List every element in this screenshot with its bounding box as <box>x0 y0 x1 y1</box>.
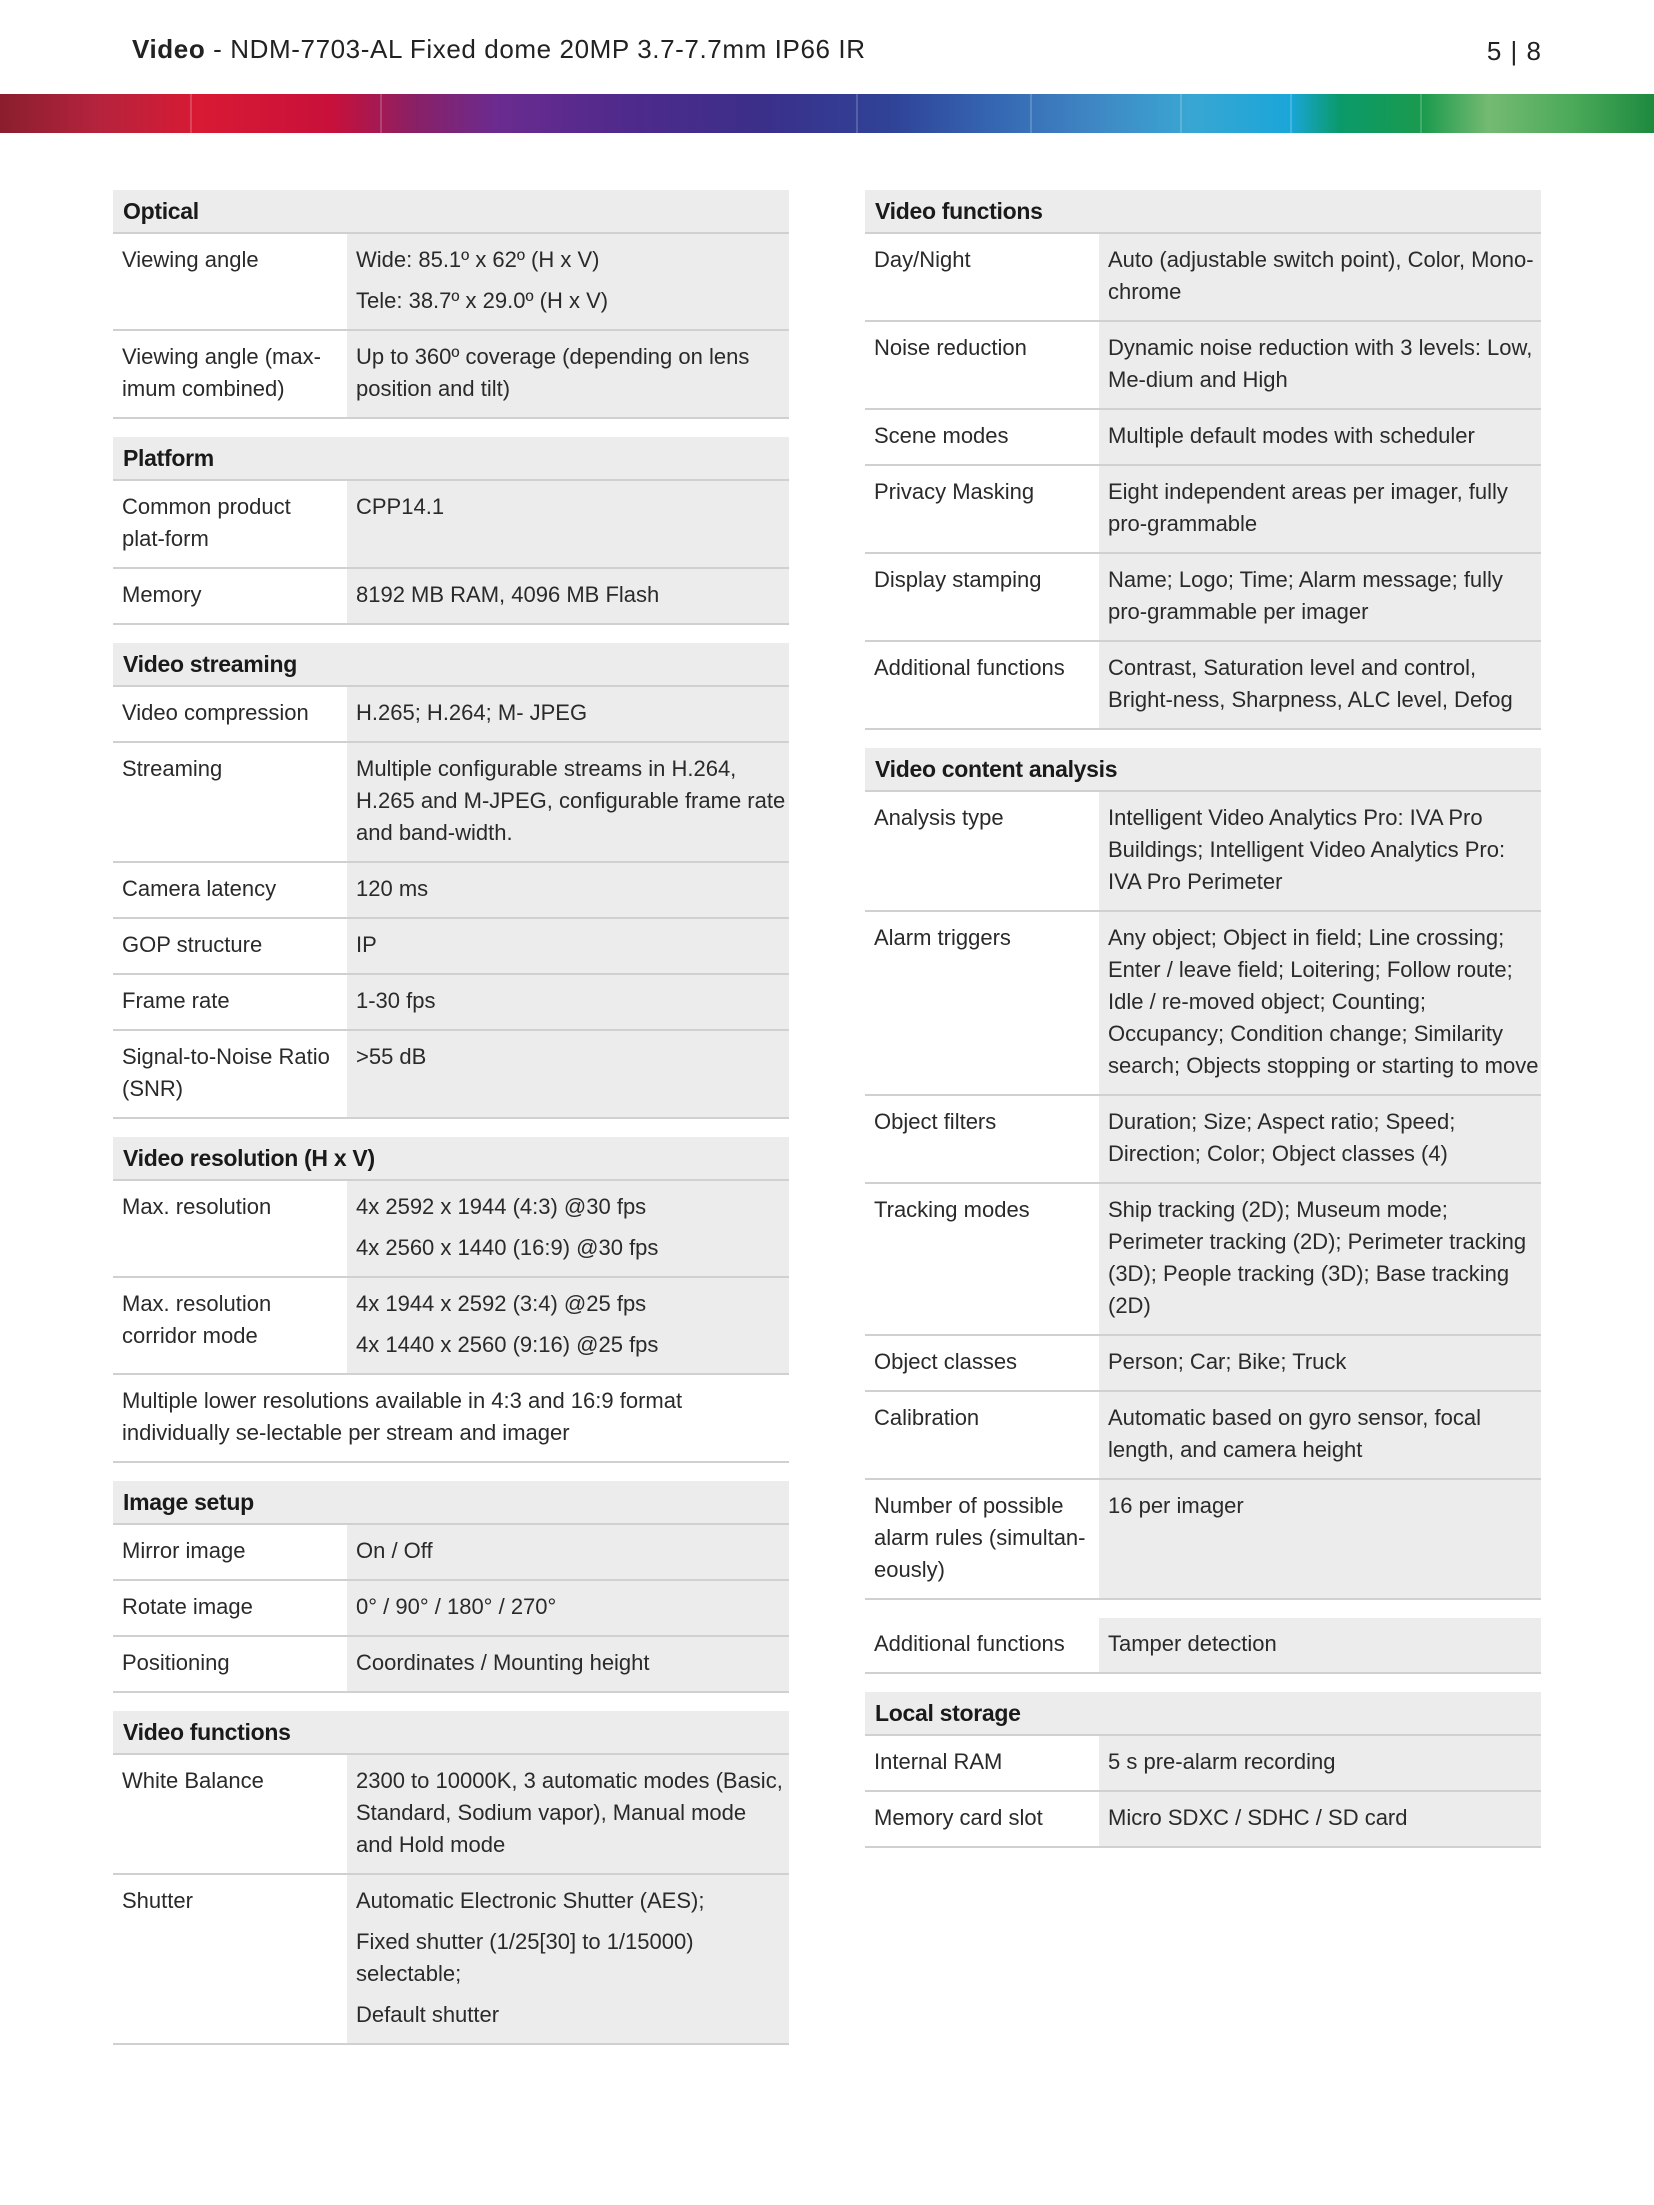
spec-section-video-functions <box>113 1711 789 2045</box>
spec-value-line: Eight independent areas per imager, fully pro-grammable <box>1108 479 1508 536</box>
spec-label: Max. resolution corridor mode <box>113 1278 347 1373</box>
spec-row <box>865 322 1541 410</box>
spec-value <box>1099 1480 1541 1598</box>
spec-row <box>865 912 1541 1096</box>
spec-value <box>347 863 789 917</box>
spec-label: Day/Night <box>865 234 1099 320</box>
spec-value <box>347 331 789 417</box>
spec-value-line: 16 per imager <box>1108 1493 1244 1518</box>
right-spec-column <box>865 190 1541 1866</box>
spec-value <box>347 1278 789 1373</box>
spec-label: Streaming <box>113 743 347 861</box>
spec-value <box>347 1875 789 2043</box>
spec-value-line: On / Off <box>356 1538 433 1563</box>
spec-label: White Balance <box>113 1755 347 1873</box>
spec-value-line: 8192 MB RAM, 4096 MB Flash <box>356 582 660 607</box>
spec-row <box>865 554 1541 642</box>
spec-value-line: Name; Logo; Time; Alarm message; fully pro-grammable per imager <box>1108 567 1503 624</box>
spec-value <box>1099 1336 1541 1390</box>
spec-row <box>113 743 789 863</box>
spec-value <box>1099 234 1541 320</box>
spec-value <box>347 481 789 567</box>
section-title: Platform <box>113 437 789 481</box>
spec-row <box>865 1480 1541 1600</box>
spec-label: Calibration <box>865 1392 1099 1478</box>
spec-row <box>113 1637 789 1693</box>
spec-row <box>113 1181 789 1278</box>
spec-value-line: Default shutter <box>356 2002 500 2027</box>
spec-value-line: 120 ms <box>356 876 429 901</box>
section-title: Video content analysis <box>865 748 1541 792</box>
spec-row <box>113 863 789 919</box>
spec-row <box>113 1525 789 1581</box>
spec-value <box>347 1181 789 1276</box>
spec-label: Analysis type <box>865 792 1099 910</box>
spec-value-line: Automatic Electronic Shutter (AES); <box>356 1888 705 1913</box>
page-number: 5 | 8 <box>1486 36 1542 66</box>
spec-label: Noise reduction <box>865 322 1099 408</box>
spec-value-line: 1-30 fps <box>356 988 436 1013</box>
spec-row <box>865 1736 1541 1792</box>
spec-value <box>1099 466 1541 552</box>
spec-value-line: Automatic based on gyro sensor, focal length, and camera height <box>1108 1405 1481 1462</box>
spec-label: Signal-to-Noise Ratio (SNR) <box>113 1031 347 1117</box>
section-title: Optical <box>113 190 789 234</box>
spec-value-line: 4x 1440 x 2560 (9:16) @25 fps <box>356 1332 659 1357</box>
spec-value <box>347 1637 789 1691</box>
spec-value <box>1099 1392 1541 1478</box>
spec-value <box>347 1581 789 1635</box>
spec-value <box>1099 322 1541 408</box>
document-title-product: - NDM-7703-AL Fixed dome 20MP 3.7-7.7mm IP66 IR <box>205 34 866 64</box>
spec-row <box>865 466 1541 554</box>
spec-value <box>347 1031 789 1117</box>
spec-label: Positioning <box>113 1637 347 1691</box>
spec-row <box>113 1581 789 1637</box>
spec-row <box>865 1184 1541 1336</box>
spec-label: Scene modes <box>865 410 1099 464</box>
spec-row <box>865 234 1541 322</box>
spec-label: Number of possible alarm rules (simultan-eously) <box>865 1480 1099 1598</box>
spec-value <box>347 975 789 1029</box>
spec-value <box>347 1755 789 1873</box>
section-note: Multiple lower resolutions available in 4:3 and 16:9 format individually se-lectable per stream and imager <box>113 1375 789 1463</box>
spec-row <box>865 1336 1541 1392</box>
spec-section-image-setup <box>113 1481 789 1693</box>
spec-value-line: 4x 2592 x 1944 (4:3) @30 fps <box>356 1194 647 1219</box>
spec-value-line: 4x 1944 x 2592 (3:4) @25 fps <box>356 1291 647 1316</box>
spec-section-untitled <box>865 1618 1541 1674</box>
spec-row <box>865 1392 1541 1480</box>
spec-value <box>347 919 789 973</box>
spec-label: Rotate image <box>113 1581 347 1635</box>
spec-value-line: Ship tracking (2D); Museum mode; Perimeter tracking (2D); Perimeter tracking (3D); People tracking (3D); Base tracking (2D) <box>1108 1197 1527 1318</box>
spec-value-line: Duration; Size; Aspect ratio; Speed; Direction; Color; Object classes (4) <box>1108 1109 1456 1166</box>
section-title: Video resolution (H x V) <box>113 1137 789 1181</box>
page-header <box>0 0 1654 94</box>
spec-value-line: 2300 to 10000K, 3 automatic modes (Basic, Standard, Sodium vapor), Manual mode and Hold mode <box>356 1768 783 1857</box>
spec-label: Object filters <box>865 1096 1099 1182</box>
spec-label: Internal RAM <box>865 1736 1099 1790</box>
spec-row <box>113 1755 789 1875</box>
spec-value <box>347 687 789 741</box>
section-title: Local storage <box>865 1692 1541 1736</box>
spec-value <box>347 234 789 329</box>
left-spec-column <box>113 190 789 2063</box>
spec-section-platform <box>113 437 789 625</box>
spec-label: Shutter <box>113 1875 347 2043</box>
spec-value <box>347 1525 789 1579</box>
spec-row <box>113 975 789 1031</box>
spec-value <box>1099 912 1541 1094</box>
spec-label: Camera latency <box>113 863 347 917</box>
spec-label: Video compression <box>113 687 347 741</box>
spec-label: Additional functions <box>865 642 1099 728</box>
spec-value-line: IP <box>356 932 377 957</box>
spec-row <box>865 642 1541 730</box>
spec-value <box>1099 554 1541 640</box>
spec-value <box>1099 1096 1541 1182</box>
spec-value-line: CPP14.1 <box>356 494 445 519</box>
section-title: Image setup <box>113 1481 789 1525</box>
spec-label: Frame rate <box>113 975 347 1029</box>
spec-row <box>113 1031 789 1119</box>
spec-row <box>865 792 1541 912</box>
spec-value-line: Coordinates / Mounting height <box>356 1650 650 1675</box>
spec-row <box>113 1278 789 1375</box>
spec-value-line: Multiple configurable streams in H.264, H.265 and M-JPEG, configurable frame rate and band-width. <box>356 756 786 845</box>
document-title <box>132 34 866 65</box>
spec-value-line: 4x 2560 x 1440 (16:9) @30 fps <box>356 1235 659 1260</box>
spec-label: Object classes <box>865 1336 1099 1390</box>
section-title: Video functions <box>865 190 1541 234</box>
spec-value-line: Wide: 85.1º x 62º (H x V) <box>356 247 600 272</box>
spec-section-video-content-analysis <box>865 748 1541 1600</box>
spec-section-video-resolution-h-x-v <box>113 1137 789 1463</box>
spec-label: Max. resolution <box>113 1181 347 1276</box>
spec-value-line: 0° / 90° / 180° / 270° <box>356 1594 557 1619</box>
spec-section-optical <box>113 190 789 419</box>
spec-row <box>865 1618 1541 1674</box>
spec-value <box>1099 1618 1541 1672</box>
spec-value-line: Tele: 38.7º x 29.0º (H x V) <box>356 288 609 313</box>
spec-row <box>113 919 789 975</box>
spec-label: Viewing angle (max-imum combined) <box>113 331 347 417</box>
spec-value-line: Tamper detection <box>1108 1631 1277 1656</box>
spec-row <box>865 410 1541 466</box>
spec-label: Display stamping <box>865 554 1099 640</box>
spec-row <box>865 1096 1541 1184</box>
spec-value <box>347 743 789 861</box>
spec-row <box>113 1875 789 2045</box>
spec-value-line: Up to 360º coverage (depending on lens position and tilt) <box>356 344 750 401</box>
spec-value-line: H.265; H.264; M- JPEG <box>356 700 588 725</box>
spec-label: Tracking modes <box>865 1184 1099 1334</box>
spec-value-line: Contrast, Saturation level and control, Bright-ness, Sharpness, ALC level, Defog <box>1108 655 1513 712</box>
spec-value <box>1099 1184 1541 1334</box>
spec-section-local-storage <box>865 1692 1541 1848</box>
spec-value <box>1099 792 1541 910</box>
spec-label: Memory <box>113 569 347 623</box>
spec-label: Mirror image <box>113 1525 347 1579</box>
spec-value-line: Person; Car; Bike; Truck <box>1108 1349 1347 1374</box>
spec-value-line: Fixed shutter (1/25[30] to 1/15000) selectable; <box>356 1929 694 1986</box>
spec-label: Memory card slot <box>865 1792 1099 1846</box>
spec-row <box>113 234 789 331</box>
spec-value <box>1099 1736 1541 1790</box>
spec-row <box>113 331 789 419</box>
spec-label: Additional functions <box>865 1618 1099 1672</box>
spec-value-line: Micro SDXC / SDHC / SD card <box>1108 1805 1408 1830</box>
spec-value-line: Any object; Object in field; Line crossing; Enter / leave field; Loitering; Follow route; Idle / re-moved object; Counting; Occupancy; Condition change; Similarity search; Objects stopping or starting to move <box>1108 925 1539 1078</box>
spec-label: Privacy Masking <box>865 466 1099 552</box>
spec-row <box>113 569 789 625</box>
spec-value <box>1099 642 1541 728</box>
spec-value <box>1099 410 1541 464</box>
spec-value-line: Auto (adjustable switch point), Color, Mono-chrome <box>1108 247 1534 304</box>
document-title-section: Video <box>132 34 206 64</box>
spec-value-line: 5 s pre-alarm recording <box>1108 1749 1336 1774</box>
spec-label: GOP structure <box>113 919 347 973</box>
spec-value <box>1099 1792 1541 1846</box>
spec-value-line: Intelligent Video Analytics Pro: IVA Pro Buildings; Intelligent Video Analytics Pro: IVA Pro Perimeter <box>1108 805 1506 894</box>
spec-value-line: >55 dB <box>356 1044 427 1069</box>
spec-row <box>113 481 789 569</box>
spec-value-line: Dynamic noise reduction with 3 levels: Low, Me-dium and High <box>1108 335 1533 392</box>
section-title: Video functions <box>113 1711 789 1755</box>
spec-section-video-streaming <box>113 643 789 1119</box>
spec-label: Common product plat-form <box>113 481 347 567</box>
spec-label: Viewing angle <box>113 234 347 329</box>
spec-section-video-functions <box>865 190 1541 730</box>
brand-color-bar <box>0 94 1654 133</box>
spec-row <box>113 687 789 743</box>
spec-value <box>347 569 789 623</box>
spec-row <box>865 1792 1541 1848</box>
section-title: Video streaming <box>113 643 789 687</box>
spec-label: Alarm triggers <box>865 912 1099 1094</box>
spec-value-line: Multiple default modes with scheduler <box>1108 423 1475 448</box>
